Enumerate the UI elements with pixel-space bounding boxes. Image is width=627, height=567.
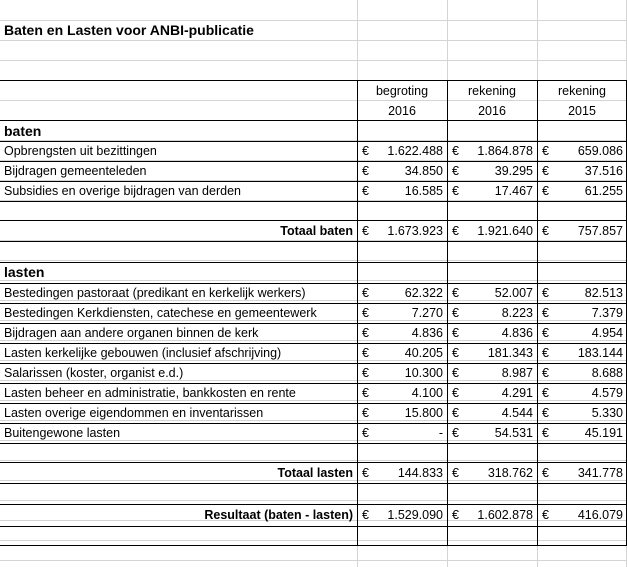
currency-symbol: € <box>362 466 369 480</box>
section-heading-baten: baten <box>4 123 42 139</box>
table-border-vertical <box>357 80 358 546</box>
currency-symbol: € <box>542 326 549 340</box>
table-border-horizontal <box>0 80 626 81</box>
currency-symbol: € <box>452 508 459 522</box>
currency-symbol: € <box>362 346 369 360</box>
table-border-horizontal <box>0 141 626 142</box>
table-border-horizontal <box>0 241 626 242</box>
amount-value: 7.379 <box>591 306 623 320</box>
currency-symbol: € <box>362 326 369 340</box>
currency-symbol: € <box>452 286 459 300</box>
amount-value: 1.602.878 <box>477 508 533 522</box>
column-header-line1: rekening <box>558 84 606 98</box>
amount-value: 4.291 <box>501 386 533 400</box>
amount-value: 5.330 <box>591 406 623 420</box>
gridline-horizontal <box>0 560 627 561</box>
row-label: Buitengewone lasten <box>4 426 121 440</box>
table-border-horizontal <box>0 483 626 484</box>
row-label: Lasten overige eigendommen en inventarissen <box>4 406 264 420</box>
currency-symbol: € <box>362 426 369 440</box>
amount-value: 61.255 <box>584 184 623 198</box>
row-label: Opbrengsten uit bezittingen <box>4 144 157 158</box>
amount-value: 1.529.090 <box>387 508 443 522</box>
table-border-horizontal <box>0 462 626 463</box>
currency-symbol: € <box>362 306 369 320</box>
table-border-horizontal <box>0 403 626 404</box>
table-border-horizontal <box>0 443 626 444</box>
amount-value: 4.836 <box>411 326 443 340</box>
table-border-horizontal <box>0 262 626 263</box>
amount-value: 4.100 <box>411 386 443 400</box>
currency-symbol: € <box>362 144 369 158</box>
amount-value: 17.467 <box>494 184 533 198</box>
table-border-horizontal <box>0 423 626 424</box>
currency-symbol: € <box>452 184 459 198</box>
column-header-line2: 2016 <box>478 104 506 118</box>
amount-value: 659.086 <box>577 144 623 158</box>
amount-value: 1.673.923 <box>387 224 443 238</box>
table-border-horizontal <box>0 283 626 284</box>
currency-symbol: € <box>362 386 369 400</box>
page-title: Baten en Lasten voor ANBI-publicatie <box>4 22 254 38</box>
row-label: Bijdragen gemeenteleden <box>4 164 147 178</box>
currency-symbol: € <box>542 184 549 198</box>
table-border-horizontal <box>0 303 626 304</box>
amount-value: 10.300 <box>404 366 443 380</box>
amount-value: 341.778 <box>577 466 623 480</box>
table-border-horizontal <box>0 161 626 162</box>
currency-symbol: € <box>362 184 369 198</box>
column-header-line2: 2015 <box>568 104 596 118</box>
column-header-line1: begroting <box>375 84 429 98</box>
amount-value: 416.079 <box>577 508 623 522</box>
currency-symbol: € <box>362 164 369 178</box>
amount-value: 1.622.488 <box>387 144 443 158</box>
currency-symbol: € <box>452 466 459 480</box>
row-label: Totaal baten <box>280 224 353 238</box>
table-border-horizontal <box>0 220 626 221</box>
gridline-horizontal <box>0 20 627 21</box>
currency-symbol: € <box>542 144 549 158</box>
currency-symbol: € <box>542 306 549 320</box>
section-heading-lasten: lasten <box>4 264 45 280</box>
table-border-horizontal <box>0 383 626 384</box>
amount-value: 8.223 <box>501 306 533 320</box>
currency-symbol: € <box>542 508 549 522</box>
amount-value: 4.579 <box>591 386 623 400</box>
amount-value: 1.864.878 <box>477 144 533 158</box>
table-border-horizontal <box>0 363 626 364</box>
amount-value: 4.544 <box>501 406 533 420</box>
amount-value: 45.191 <box>584 426 623 440</box>
currency-symbol: € <box>452 406 459 420</box>
table-border-horizontal <box>0 201 626 202</box>
currency-symbol: € <box>452 346 459 360</box>
amount-value: 4.836 <box>501 326 533 340</box>
currency-symbol: € <box>362 508 369 522</box>
currency-symbol: € <box>452 306 459 320</box>
currency-symbol: € <box>452 144 459 158</box>
row-label: Salarissen (koster, organist e.d.) <box>4 366 184 380</box>
row-label: Lasten beheer en administratie, bankkosten en rente <box>4 386 296 400</box>
table-border-horizontal <box>0 545 626 546</box>
amount-value: 39.295 <box>494 164 533 178</box>
currency-symbol: € <box>542 346 549 360</box>
table-border-horizontal <box>0 323 626 324</box>
column-header-line1: rekening <box>468 84 516 98</box>
amount-value: 37.516 <box>584 164 623 178</box>
currency-symbol: € <box>362 366 369 380</box>
currency-symbol: € <box>542 286 549 300</box>
amount-value: 52.007 <box>494 286 533 300</box>
row-label: Lasten kerkelijke gebouwen (inclusief afschrijving) <box>4 346 282 360</box>
amount-value: 7.270 <box>411 306 443 320</box>
table-border-horizontal <box>0 504 626 505</box>
gridline-horizontal <box>0 280 627 281</box>
amount-value: 8.688 <box>591 366 623 380</box>
gridline-horizontal <box>0 100 627 101</box>
column-header-line2: 2016 <box>388 104 416 118</box>
gridline-horizontal <box>0 60 627 61</box>
amount-value: 144.833 <box>397 466 443 480</box>
amount-value: 15.800 <box>404 406 443 420</box>
currency-symbol: € <box>542 164 549 178</box>
amount-value: 34.850 <box>404 164 443 178</box>
row-label: Bijdragen aan andere organen binnen de kerk <box>4 326 259 340</box>
gridline-horizontal <box>0 40 627 41</box>
table-border-vertical <box>537 80 538 546</box>
table-border-horizontal <box>0 120 626 121</box>
row-label: Totaal lasten <box>277 466 353 480</box>
currency-symbol: € <box>452 386 459 400</box>
currency-symbol: € <box>452 366 459 380</box>
table-border-horizontal <box>0 526 626 527</box>
amount-value: 4.954 <box>591 326 623 340</box>
currency-symbol: € <box>542 426 549 440</box>
amount-value: - <box>438 426 443 440</box>
currency-symbol: € <box>362 286 369 300</box>
currency-symbol: € <box>542 224 549 238</box>
gridline-horizontal <box>0 260 627 261</box>
gridline-horizontal <box>0 540 627 541</box>
table-border-vertical <box>447 80 448 546</box>
currency-symbol: € <box>362 406 369 420</box>
row-label: Subsidies en overige bijdragen van derden <box>4 184 241 198</box>
gridline-horizontal <box>0 460 627 461</box>
table-border-horizontal <box>0 181 626 182</box>
row-label: Bestedingen pastoraat (predikant en kerkelijk werkers) <box>4 286 306 300</box>
amount-value: 757.857 <box>577 224 623 238</box>
amount-value: 62.322 <box>404 286 443 300</box>
amount-value: 318.762 <box>487 466 533 480</box>
table-border-horizontal <box>0 343 626 344</box>
currency-symbol: € <box>452 164 459 178</box>
amount-value: 181.343 <box>487 346 533 360</box>
amount-value: 1.921.640 <box>477 224 533 238</box>
row-label: Resultaat (baten - lasten) <box>204 508 353 522</box>
amount-value: 54.531 <box>494 426 533 440</box>
currency-symbol: € <box>542 366 549 380</box>
amount-value: 40.205 <box>404 346 443 360</box>
amount-value: 8.987 <box>501 366 533 380</box>
currency-symbol: € <box>542 466 549 480</box>
gridline-horizontal <box>0 500 627 501</box>
amount-value: 16.585 <box>404 184 443 198</box>
currency-symbol: € <box>452 224 459 238</box>
currency-symbol: € <box>362 224 369 238</box>
row-label: Bestedingen Kerkdiensten, catechese en gemeentewerk <box>4 306 317 320</box>
amount-value: 183.144 <box>577 346 623 360</box>
currency-symbol: € <box>452 326 459 340</box>
amount-value: 82.513 <box>584 286 623 300</box>
currency-symbol: € <box>452 426 459 440</box>
currency-symbol: € <box>542 386 549 400</box>
currency-symbol: € <box>542 406 549 420</box>
